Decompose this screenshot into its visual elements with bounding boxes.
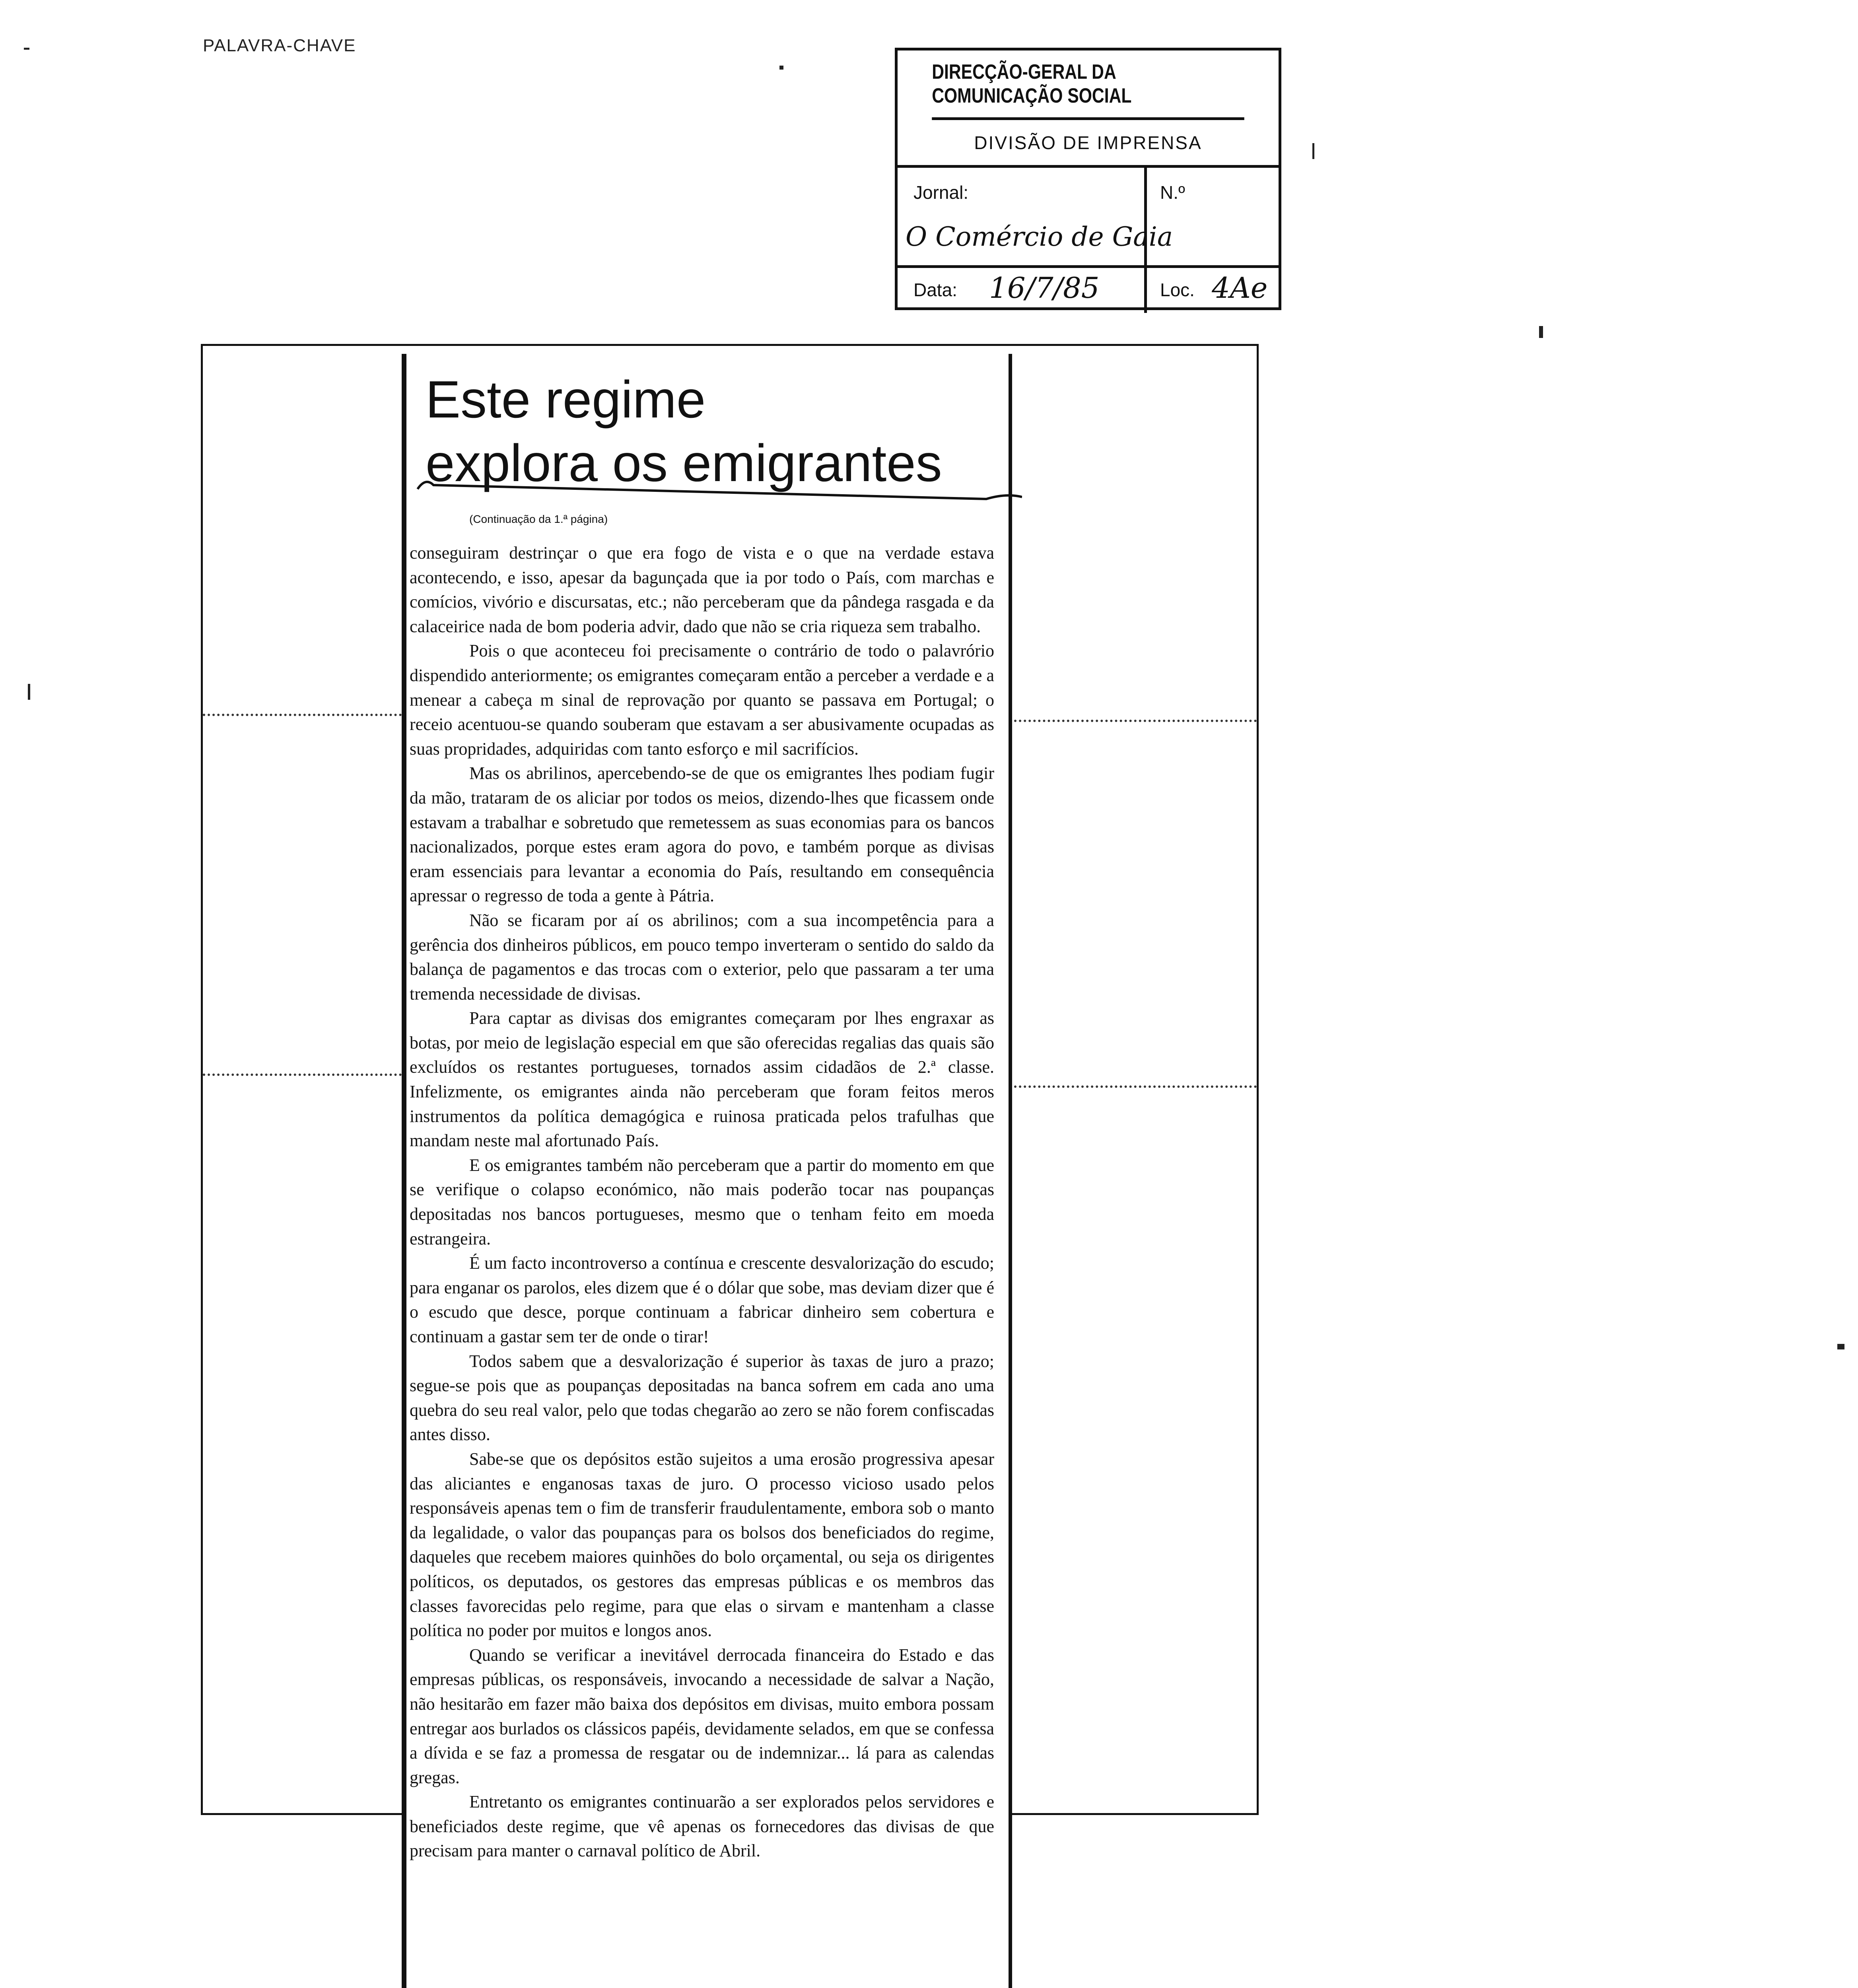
stamp-data-label: Data:	[913, 280, 957, 300]
article-paragraph: É um facto incontroverso a contínua e crescente desvalorização do escudo; para enganar os parolos, eles dizem que é o dólar que sobe, mas deviam dizer que é o escudo que desce, porque continuam a fabricar dinheiro sem cobertura e continuam a gastar sem ter de onde o tirar!	[410, 1253, 994, 1346]
stamp-data-value: 16/7/85	[989, 271, 1100, 305]
scan-speck	[28, 684, 30, 700]
article-paragraph: Sabe-se que os depósitos estão sujeitos a uma erosão progressiva apesar das aliciantes e enganosas taxas de juro. O processo vicioso usado pelos responsáveis apenas tem o fim de transferir fraudulentamente, embora sob o manto da legalidade, o valor das poupanças para os bolsos dos beneficiados do regime, daqueles que recebem maiores quinhões do bolo orçamental, ou seja os dirigentes políticos, os deputados, os gestores das empresas públicas e os membros das classes favorecidas pelo regime, para que elas o sirvam e mantenham a classe política no poder por muitos e longos anos.	[410, 1449, 994, 1640]
scan-speck	[24, 48, 29, 50]
scan-speck	[1312, 143, 1314, 159]
stamp-division: DIVISÃO DE IMPRENSA	[898, 120, 1279, 168]
stamp-loc-value: 4Ae	[1212, 271, 1268, 305]
article-paragraph: E os emigrantes também não perceberam que a partir do momento em que se verifique o colapso económico, não mais poderão tocar nas poupanças depositadas nos bancos portugueses, mesmo que o tenham feito em moeda estrangeira.	[410, 1155, 994, 1248]
stamp-loc-label: Loc.	[1160, 280, 1195, 300]
article-paragraph: Entretanto os emigrantes continuarão a ser explorados pelos servidores e beneficiados deste regime, que vê apenas os fornecedores das divisas de que precisam para manter o carnaval político de Abril.	[410, 1792, 994, 1861]
article-body	[410, 541, 994, 1863]
article-paragraph: Todos sabem que a desvalorização é superior às taxas de juro a prazo; segue-se pois que as poupanças depositadas na banca sofrem em cada ano uma quebra do seu real valor, pelo que todas chegarão ao zero se não forem confiscadas antes disso.	[410, 1351, 994, 1444]
continuation-note: (Continuação da 1.ª página)	[469, 513, 608, 525]
scan-speck	[779, 66, 783, 70]
headline-line-1: Este regime	[426, 370, 706, 429]
stamp-office: DIRECÇÃO-GERAL DA COMUNICAÇÃO SOCIAL	[932, 50, 1244, 120]
headline-line-2: explora os emigrantes	[426, 434, 942, 492]
scan-speck	[1539, 326, 1543, 338]
article-paragraph: Pois o que aconteceu foi precisamente o contrário de todo o palavrório dispendido anteriormente; os emigrantes começaram então a perceber a verdade e a menear a cabeça m sinal de reprovação por quanto se passava em Portugal; o receio acentuou-se quando souberam que estavam a ser abusivamente ocupadas as suas propridades, adquiridas com tanto esforço e mil sacrifícios.	[410, 641, 994, 759]
keyword-label: PALAVRA-CHAVE	[203, 36, 356, 55]
headline-underline	[410, 465, 1022, 521]
stamp-numero-label: N.º	[1160, 182, 1185, 203]
article-paragraph: Mas os abrilinos, apercebendo-se de que os emigrantes lhes podiam fugir da mão, trataram de os aliciar por todos os meios, dizendo-lhes que ficassem onde estavam a trabalhar e sobretudo que remetessem as suas economias para os bancos nacionalizados, porque estes eram agora do povo, e também porque as divisas eram essenciais para levantar a economia do País, resultando em consequência apressar o regresso de toda a gente à Pátria.	[410, 763, 994, 906]
stamp-jornal-label: Jornal:	[913, 182, 969, 203]
article-paragraph: Não se ficaram por aí os abrilinos; com a sua incompetência para a gerência dos dinheiros públicos, em pouco tempo inverteram o sentido do saldo da balança de pagamentos e das trocas com o exterior, pelo que passaram a ter uma tremenda necessidade de divisas.	[410, 910, 994, 1004]
guide-line	[1014, 1085, 1257, 1088]
stamp-jornal-value: O Comércio de Gaia	[906, 221, 1173, 252]
article-paragraph: conseguiram destrinçar o que era fogo de vista e o que na verdade estava acontecendo, e isso, apesar da bagunçada que ia por todo o País, com marchas e comícios, vivório e discursatas, etc.; não perceberam que da pândega rasgada e da calaceirice nada de bom poderia advir, dado que não se cria riqueza sem trabalho.	[410, 543, 994, 636]
guide-line	[1014, 720, 1257, 722]
guide-line	[203, 714, 402, 716]
registration-stamp	[895, 48, 1281, 310]
article-paragraph: Quando se verificar a inevitável derrocada financeira do Estado e das empresas públicas, os responsáveis, invocando a necessidade de salvar a Nação, não hesitarão em fazer mão baixa dos depósitos em divisas, muito embora possam entregar aos burlados os clássicos papéis, devidamente selados, em que se confessa a dívida e se faz a promessa de resgatar ou de indemnizar... lá para as calendas gregas.	[410, 1645, 994, 1787]
stamp-divider	[898, 265, 1279, 268]
article-paragraph: Para captar as divisas dos emigrantes começaram por lhes engraxar as botas, por meio de legislação especial em que são oferecidas regalias das quais são excluídos os restantes portugueses, tornados assim cidadãos de 2.ª classe. Infelizmente, os emigrantes ainda não perceberam que foram feitos meros instrumentos da política demagógica e ruinosa praticada pelos trafulhas que mandam neste mal afortunado País.	[410, 1008, 994, 1151]
scan-speck	[1837, 1344, 1844, 1349]
guide-line	[203, 1074, 402, 1076]
